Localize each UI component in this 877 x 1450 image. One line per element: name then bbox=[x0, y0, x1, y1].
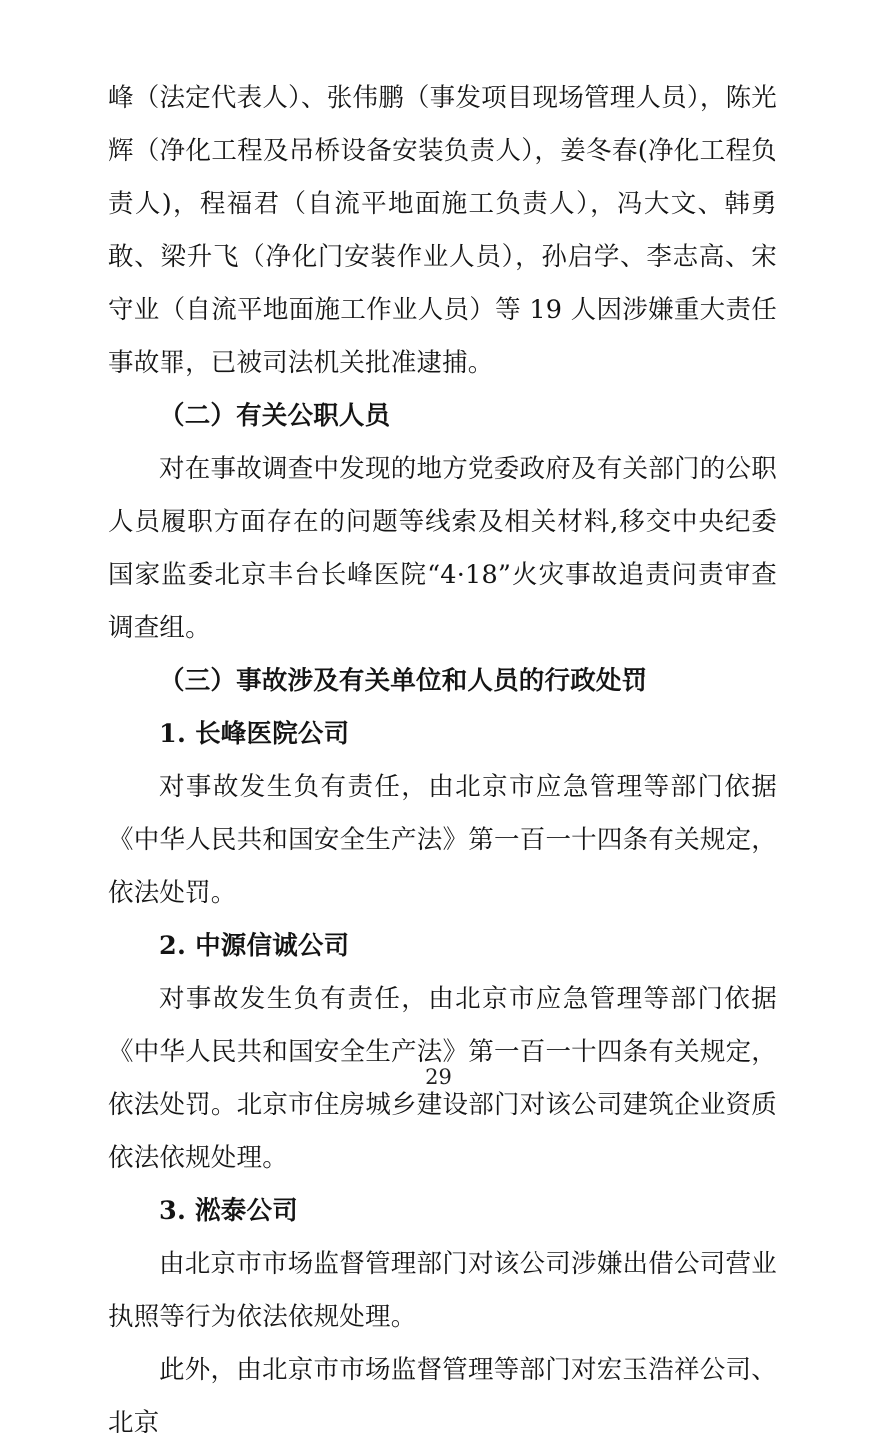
subheading-songtai-company: 3. 淞泰公司 bbox=[159, 1196, 298, 1226]
heading-administrative-penalty: （三）事故涉及有关单位和人员的行政处罚 bbox=[159, 666, 648, 696]
heading-public-officials: （二）有关公职人员 bbox=[159, 401, 391, 431]
paragraph-other-companies: 此外，由北京市市场监督管理等部门对宏玉浩祥公司、北京 bbox=[108, 1355, 777, 1438]
paragraph-public-officials: 对在事故调查中发现的地方党委政府及有关部门的公职人员履职方面存在的问题等线索及相关材料,移交中央纪委国家监委北京丰台长峰医院“4·18”火灾事故追责问责审查调查组。 bbox=[108, 454, 777, 643]
subheading-zhongyuanxincheng-company: 2. 中源信诚公司 bbox=[159, 931, 350, 961]
subheading-changfeng-hospital-company: 1. 长峰医院公司 bbox=[159, 719, 350, 749]
paragraph-changfeng-hospital-company: 对事故发生负有责任，由北京市应急管理等部门依据《中华人民共和国安全生产法》第一百一十四条有关规定，依法处罚。 bbox=[108, 772, 777, 908]
paragraph-songtai-company: 由北京市市场监督管理部门对该公司涉嫌出借公司营业执照等行为依法依规处理。 bbox=[108, 1249, 777, 1332]
paragraph-zhongyuanxincheng-company: 对事故发生负有责任，由北京市应急管理等部门依据《中华人民共和国安全生产法》第一百一十四条有关规定，依法处罚。北京市住房城乡建设部门对该公司建筑企业资质依法依规处理。 bbox=[108, 984, 777, 1173]
document-body bbox=[108, 72, 777, 1450]
page-number: 29 bbox=[425, 1065, 452, 1089]
paragraph-arrests: 峰（法定代表人）、张伟鹏（事发项目现场管理人员），陈光辉（净化工程及吊桥设备安装负责人），姜冬春(净化工程负责人)，程福君（自流平地面施工负责人），冯大文、韩勇敢、梁升飞（净化门安装作业人员），孙启学、李志高、宋守业（自流平地面施工作业人员）等 19 人因涉嫌重大责任事故罪，已被司法机关批准逮捕。 bbox=[108, 83, 777, 378]
